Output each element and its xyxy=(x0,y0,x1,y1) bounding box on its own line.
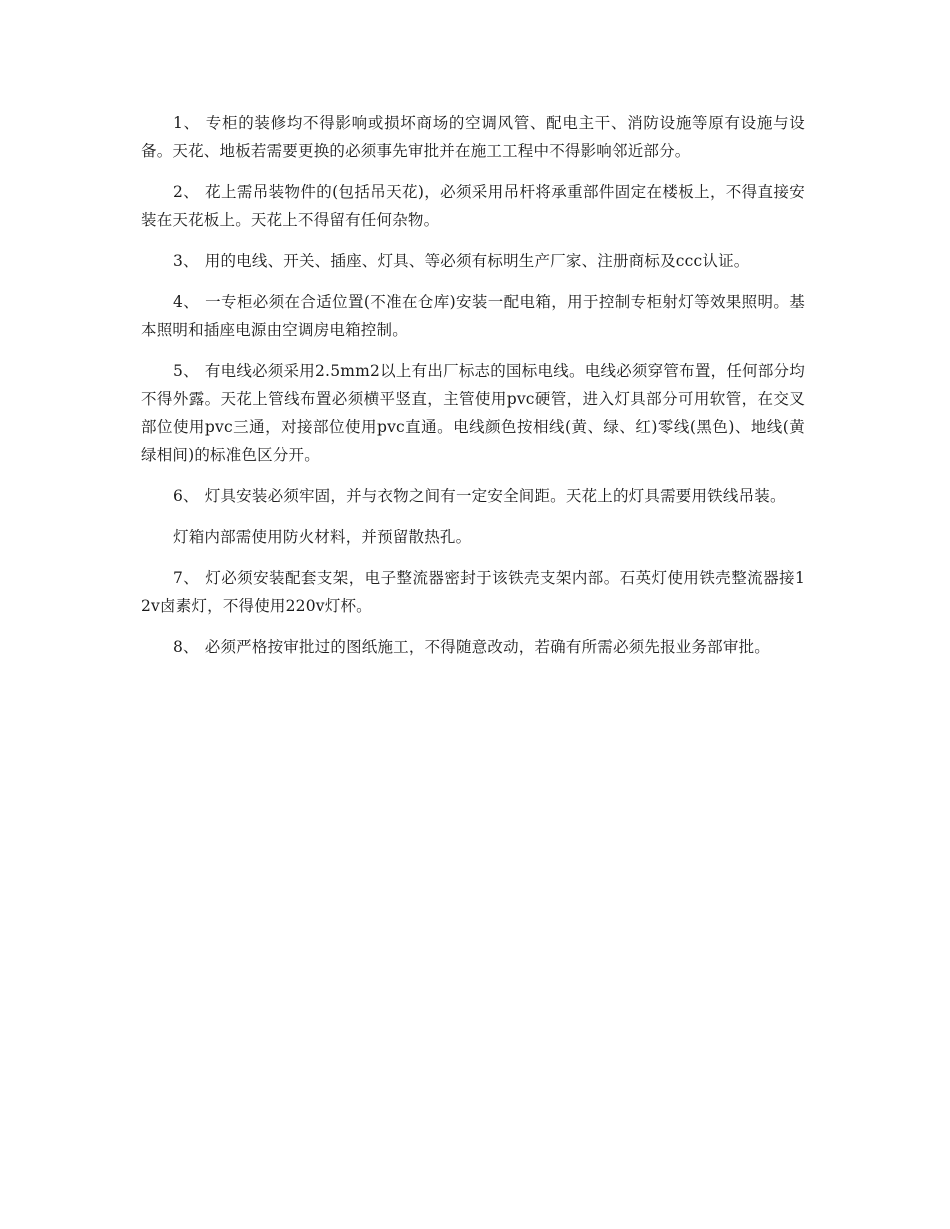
paragraph-text: 有电线必须采用2.5mm2以上有出厂标志的国标电线。电线必须穿管布置，任何部分均不得外露。天花上管线布置必须横平竖直，主管使用pvc硬管，进入灯具部分可用软管，在交叉部位使用pvc三通，对接部位使用pvc直通。电线颜色按相线(黄、绿、红)零线(黑色)、地线(黄绿相间)的标准色区分开。 xyxy=(141,362,805,464)
paragraph-text: 花上需吊装物件的(包括吊天花)，必须采用吊杆将承重部件固定在楼板上，不得直接安装在天花板上。天花上不得留有任何杂物。 xyxy=(141,183,805,229)
paragraph-text: 专柜的装修均不得影响或损坏商场的空调风管、配电主干、消防设施等原有设施与设备。天花、地板若需要更换的必须事先审批并在施工工程中不得影响邻近部分。 xyxy=(141,114,805,160)
paragraph-number: 6、 xyxy=(173,487,199,505)
paragraph-number: 4、 xyxy=(173,293,200,311)
paragraph-1 xyxy=(141,109,805,165)
paragraph-3 xyxy=(141,247,805,275)
paragraph-number: 8、 xyxy=(173,638,199,656)
paragraph-7 xyxy=(141,564,805,620)
paragraph-text: 灯必须安装配套支架，电子整流器密封于该铁壳支架内部。石英灯使用铁壳整流器接12v卤素灯，不得使用220v灯杯。 xyxy=(141,569,806,615)
paragraph-text: 灯箱内部需使用防火材料，并预留散热孔。 xyxy=(173,528,472,546)
paragraph-6 xyxy=(141,482,805,510)
paragraph-4 xyxy=(141,288,805,344)
paragraph-text: 灯具安装必须牢固，并与衣物之间有一定安全间距。天花上的灯具需要用铁线吊装。 xyxy=(204,487,786,505)
paragraph-text: 一专柜必须在合适位置(不准在仓库)安装一配电箱，用于控制专柜射灯等效果照明。基本照明和插座电源由空调房电箱控制。 xyxy=(141,293,805,339)
paragraph-text: 必须严格按审批过的图纸施工，不得随意改动，若确有所需必须先报业务部审批。 xyxy=(204,638,770,656)
paragraph-5 xyxy=(141,357,805,469)
paragraph-text: 用的电线、开关、插座、灯具、等必须有标明生产厂家、注册商标及ccc认证。 xyxy=(204,252,750,270)
paragraph-2 xyxy=(141,178,805,234)
paragraph-8 xyxy=(141,633,805,661)
paragraph-number: 7、 xyxy=(173,569,200,587)
paragraph-number: 2、 xyxy=(173,183,200,201)
paragraph-6-note xyxy=(141,523,805,551)
paragraph-number: 3、 xyxy=(173,252,199,270)
paragraph-number: 5、 xyxy=(173,362,199,380)
document-body xyxy=(141,109,805,674)
paragraph-number: 1、 xyxy=(173,114,200,132)
